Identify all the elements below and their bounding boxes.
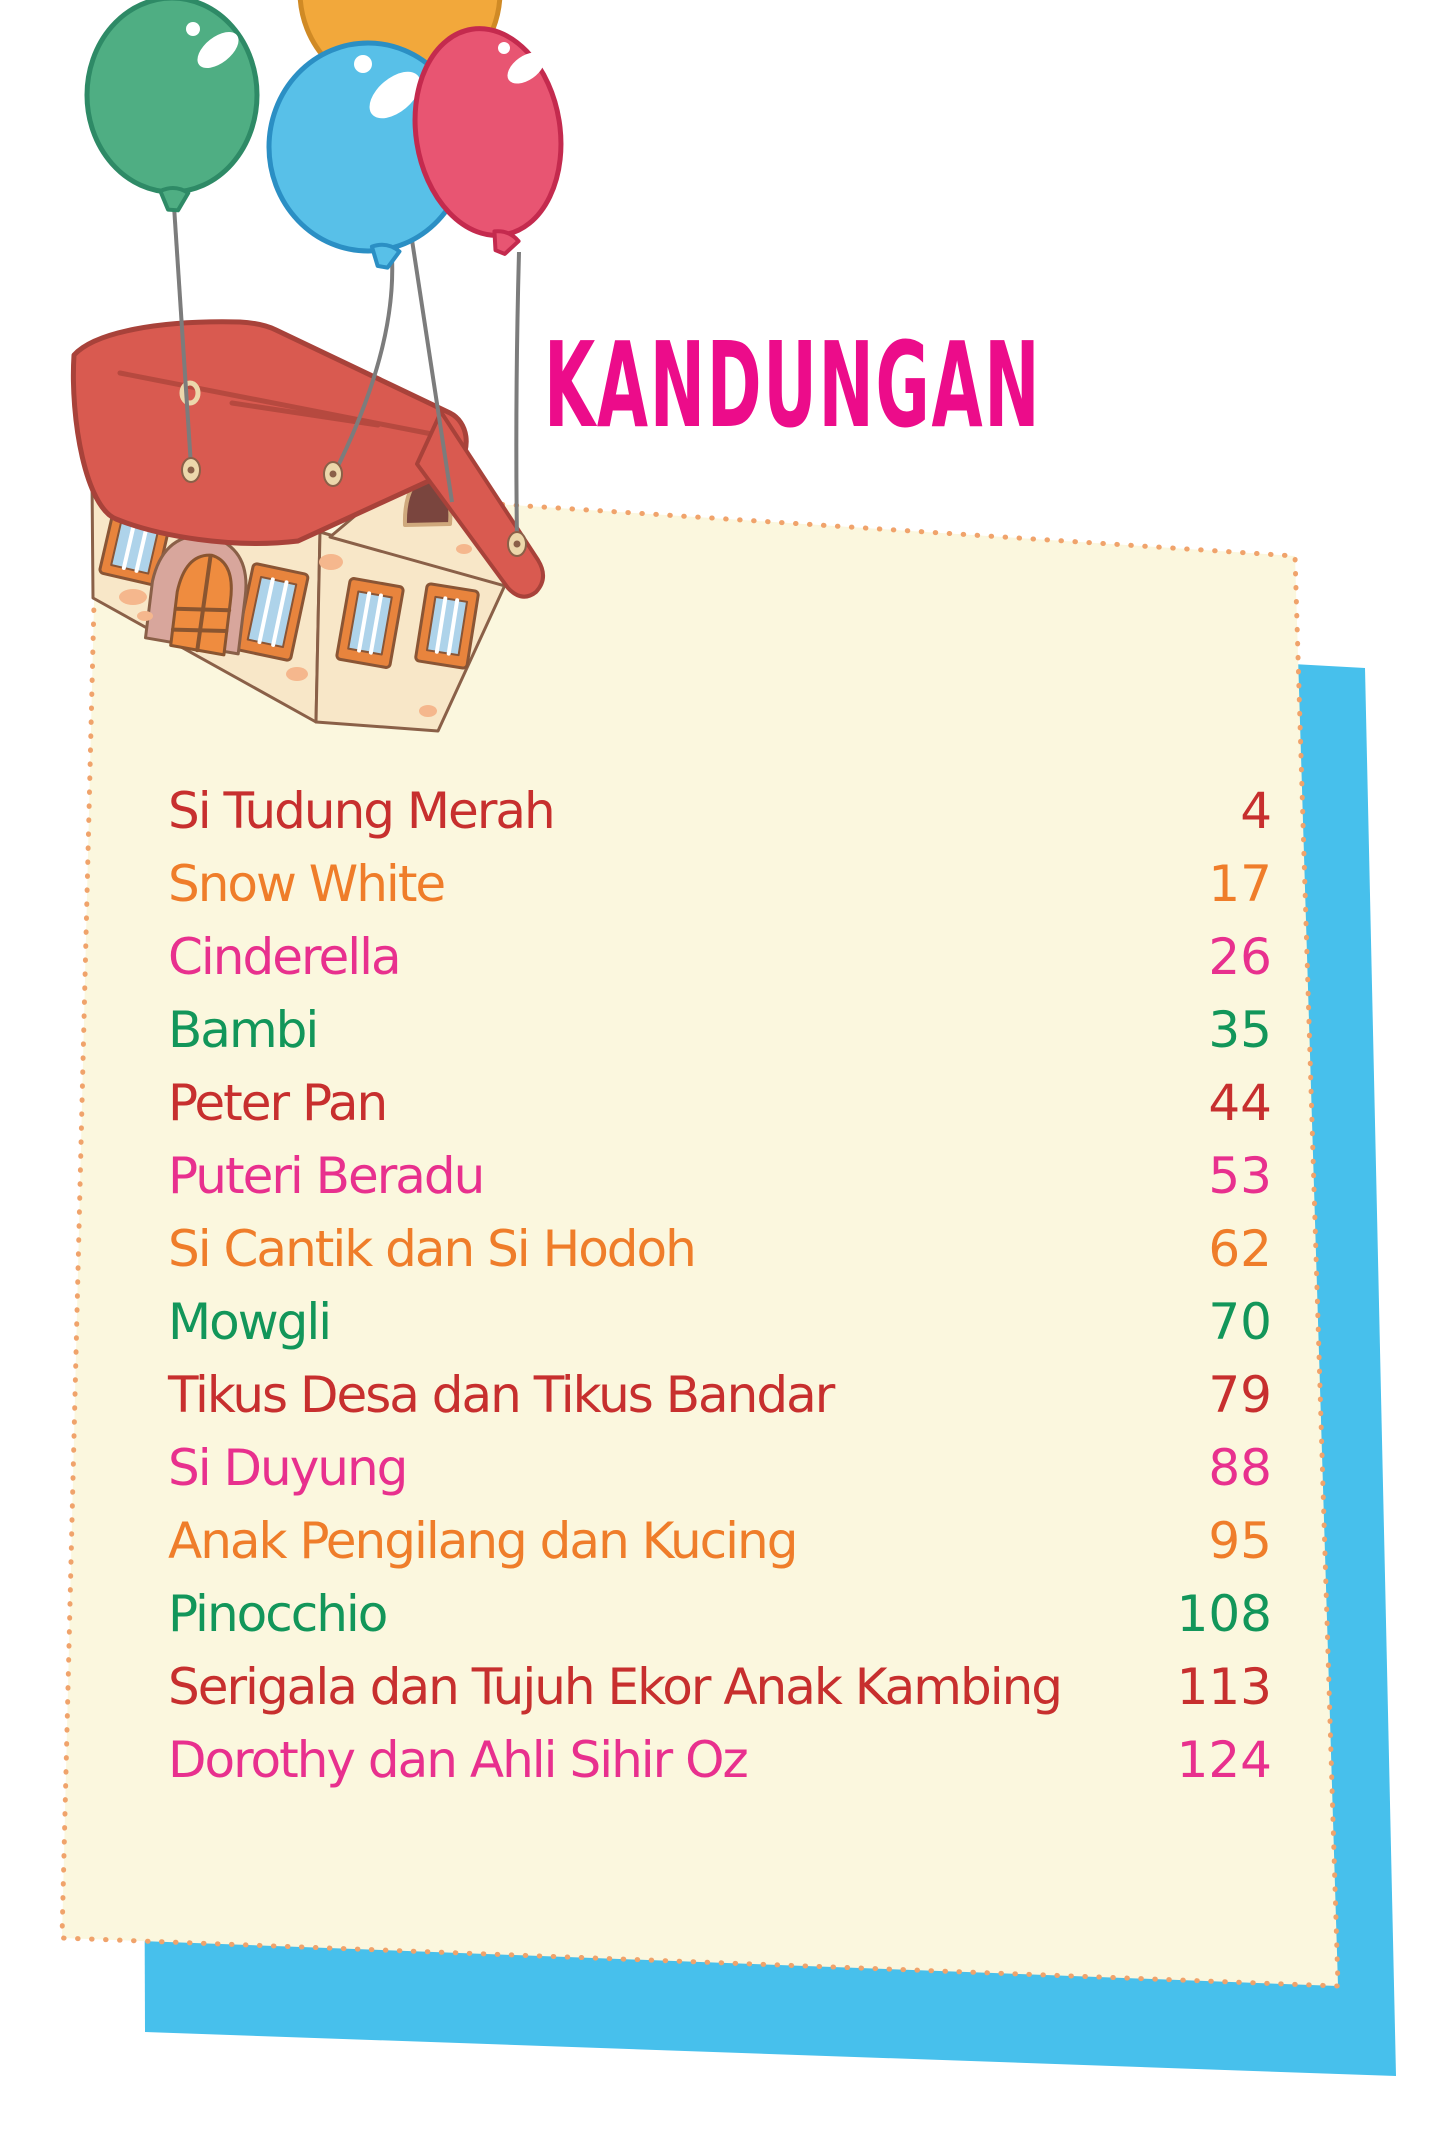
balloon-green <box>87 0 257 211</box>
toc-entry-label: Mowgli <box>168 1292 331 1351</box>
toc-entry-page: 70 <box>1208 1292 1272 1351</box>
toc-row <box>168 1504 1272 1577</box>
toc-entry-page: 4 <box>1240 781 1272 840</box>
toc-row <box>168 1358 1272 1431</box>
toc-row <box>168 847 1272 920</box>
toc-entry-label: Anak Pengilang dan Kucing <box>168 1511 797 1570</box>
toc-row <box>168 1285 1272 1358</box>
toc-entry-page: 53 <box>1208 1146 1272 1205</box>
toc-entry-page: 17 <box>1208 854 1272 913</box>
toc-entry-label: Peter Pan <box>168 1073 387 1132</box>
toc-row <box>168 1212 1272 1285</box>
toc-entry-page: 26 <box>1208 927 1272 986</box>
toc-row <box>168 1577 1272 1650</box>
toc-entry-label: Pinocchio <box>168 1584 387 1643</box>
side-window-right <box>415 583 479 668</box>
toc-entry-label: Bambi <box>168 1000 318 1059</box>
toc-entry-page: 124 <box>1176 1730 1272 1789</box>
toc-entry-page: 95 <box>1208 1511 1272 1570</box>
toc-entry-label: Si Cantik dan Si Hodoh <box>168 1219 695 1278</box>
toc-row <box>168 920 1272 993</box>
balloon-string <box>516 252 519 540</box>
toc-entry-label: Tikus Desa dan Tikus Bandar <box>168 1365 834 1424</box>
toc-entry-label: Si Tudung Merah <box>168 781 554 840</box>
toc-row <box>168 1139 1272 1212</box>
toc-entry-page: 35 <box>1208 1000 1272 1059</box>
toc-entry-page: 88 <box>1208 1438 1272 1497</box>
toc-entry-label: Dorothy dan Ahli Sihir Oz <box>168 1730 747 1789</box>
toc-entry-page: 108 <box>1176 1584 1272 1643</box>
toc-entry-label: Si Duyung <box>168 1438 407 1497</box>
toc-list <box>168 774 1272 1796</box>
page-title: KANDUNGAN <box>544 316 1042 454</box>
toc-row <box>168 774 1272 847</box>
toc-entry-label: Cinderella <box>168 927 400 986</box>
toc-row <box>168 1431 1272 1504</box>
toc-row <box>168 1650 1272 1723</box>
toc-entry-page: 62 <box>1208 1219 1272 1278</box>
toc-entry-page: 79 <box>1208 1365 1272 1424</box>
toc-row <box>168 993 1272 1066</box>
toc-entry-page: 113 <box>1176 1657 1272 1716</box>
toc-entry-label: Puteri Beradu <box>168 1146 484 1205</box>
toc-entry-page: 44 <box>1208 1073 1272 1132</box>
toc-row <box>168 1066 1272 1139</box>
toc-entry-label: Serigala dan Tujuh Ekor Anak Kambing <box>168 1657 1062 1716</box>
toc-row <box>168 1723 1272 1796</box>
toc-entry-label: Snow White <box>168 854 445 913</box>
